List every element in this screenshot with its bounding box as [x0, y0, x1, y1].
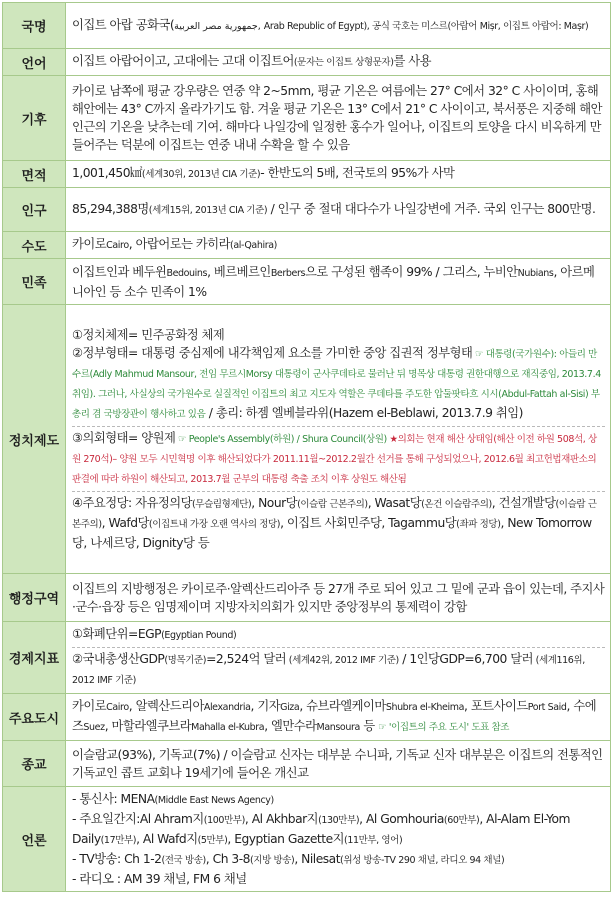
prime-minister: / 총리: 하젬 엘베블라위(Hazem el-Beblawi, 2013.7.9 취임) [205, 406, 523, 420]
daily-1-circ: (100만부) [203, 815, 245, 826]
row-cities [3, 694, 611, 741]
city-6-latin: Suez [83, 722, 105, 733]
area-note: - 한반도의 5배, 전국토의 95%가 사막 [260, 166, 455, 180]
row-header-economy: 경제지표 [3, 622, 66, 694]
ethnicity-value [66, 259, 611, 305]
row-header-ethnicity: 민족 [3, 259, 66, 305]
row-header-media: 언론 [3, 787, 66, 892]
economy-currency [72, 625, 605, 645]
party-t11: , 이집트 사회민주당, Tagammu당 [280, 516, 457, 530]
capital-name: 카이로 [72, 237, 107, 251]
row-population [3, 188, 611, 232]
tv-3-note: (위성 방송-TV 290 채널, 라디오 94 채널) [340, 855, 505, 866]
gdp-rank: (세계42위, 2012 IMF 기준) [286, 655, 399, 666]
capital-latin: Cairo [106, 240, 129, 251]
president-detail: 아들리 만수르(Adly Mahmud Mansour, 전임 무르시Morsy 대통령이 군사쿠데타로 물러난 뒤 명목상 대통령 권한대행으로 재직중임, 2013.7.4 취임). 그러나, 사실상의 국가원수로 실질적인 이집트의 최고 지도자 역할은 쿠데타를 주도한 압둘팟타흐 시시(Abdul-Fattah al-Sisi) 부총리 겸 국방장관이 행사하고 있음 [72, 349, 601, 420]
area-rank: (세계30위, 2013년 CIA 기준) [141, 169, 261, 180]
population-rank: (세계15위, 2013년 CIA 기준) [148, 204, 268, 216]
capital-arabic-label: , 아랍어로는 카히라 [128, 237, 231, 251]
parliament-dissolved-note: ★의회는 현재 해산 상태임(해산 이전 하원 508석, 상원 270석)– 양원 모두 시민혁명 이후 해산되었다가 2011.11월~2012.2월간 선거를 통해 구성되었으나, 2012.6월 최고헌법재판소의 판결에 따라 하원이 해산되고, 2013.7월 군부의 대통령 축출 조치 이후 상원도 해산됨 [72, 434, 597, 485]
ethnicity-t2: Bedouins [166, 267, 208, 279]
row-header-climate: 기후 [3, 76, 66, 161]
gdp-value: =2,524억 달러 [206, 652, 287, 666]
cities-etc: 등 [359, 719, 379, 733]
agency-name: (Middle East News Agency) [154, 795, 274, 806]
row-economy [3, 622, 611, 694]
area-number: 1,001,450㎢ [72, 166, 142, 180]
climate-value: 카이로 남쪽에 평균 강우량은 연중 약 2~5mm, 평균 기온은 여름에는 27° C에서 32° C 사이이며, 홍해 해안에는 43° C까지 올라가기도 함. 겨울 평균 기온은 13° C에서 21° C 사이이고, 북서풍은 지중해 해안 인근의 기온을 낮추는데 기여. 해마다 나일강에 일정한 홍수가 일어나, 이집트의 토양을 다시 비옥하게 만들어주는 덕분에 이집트는 연중 내내 수확을 할 수 있음 [66, 76, 611, 161]
parliament-houses: ☞ People's Assembly(하원) / Shura Council(상원) [175, 434, 390, 445]
media-value [66, 787, 611, 892]
row-language [3, 49, 611, 76]
population-value [66, 188, 611, 232]
party-t1: ④주요정당: 자유정의당 [72, 496, 192, 510]
tv-3: , Nilesat [294, 852, 341, 866]
language-text: 이집트 아랍어이고, 고대에는 고대 이집트어 [72, 54, 294, 68]
daily-3: , Al Gomhouria [359, 812, 444, 826]
city-7: , 마할라엘쿠브라 [104, 719, 192, 733]
politics-divider-1 [72, 426, 605, 427]
daily-6-circ: (11만부, 영어) [344, 835, 403, 846]
politics-parliament [72, 429, 605, 489]
city-6: , 수에즈 [72, 699, 597, 733]
agency-label: - 통신사: MENA [72, 792, 155, 806]
city-5: , 포트사이드 [464, 699, 528, 713]
population-note: / 인구 중 절대 대다수가 나일강변에 거주. 국외 인구는 800만명. [267, 201, 596, 216]
party-t10: (이집트내 가장 오랜 역사의 정당) [148, 519, 281, 530]
language-note: (문자는 이집트 상형문자) [293, 57, 394, 68]
media-dailies [72, 810, 605, 850]
city-4: , 슈브라엘케이마 [299, 699, 386, 713]
currency-name: (Egyptian Pound) [161, 630, 237, 641]
media-agency [72, 790, 605, 810]
city-2: , 알렉산드리아 [128, 699, 204, 713]
city-2-latin: Alexandria [203, 702, 251, 713]
daily-1: - 주요일간지:Al Ahram지 [72, 812, 204, 826]
ethnicity-t3: , 베르베르인 [207, 264, 271, 279]
official-name-detail: , Arab Republic of Egypt), 공식 국호는 미스르(아랍어 Miṣr, 이집트 아랍어: Maṣr) [257, 20, 589, 32]
party-t6: (온건 이슬람주의) [421, 499, 492, 510]
ethnicity-t7: , 아르메니아인 등 소수 민족이 1% [72, 264, 595, 299]
tv-1: - TV방송: Ch 1-2 [72, 852, 162, 866]
official-name-text: 이집트 아랍 공화국( [72, 17, 175, 32]
ethnicity-t4: Berbers [270, 267, 306, 279]
tv-1-note: (전국 방송) [161, 855, 206, 866]
gdp-label: ②국내총생산GDP [72, 652, 165, 666]
city-5-latin: Port Said [527, 702, 567, 713]
cities-value [66, 694, 611, 741]
gdp-per-capita: / 1인당GDP=6,700 달러 [398, 652, 534, 666]
row-media [3, 787, 611, 892]
currency-text: ①화폐단위=EGP [72, 627, 162, 641]
population-number: 85,294,388명 [72, 201, 149, 216]
row-admin [3, 574, 611, 622]
row-religion [3, 741, 611, 787]
daily-5-circ: (5만부) [197, 835, 228, 846]
city-7-latin: Mahalla el-Kubra [191, 722, 265, 733]
gdp-per-capita-rank: (세계116위, 2012 IMF 기준) [72, 655, 585, 686]
row-header-religion: 종교 [3, 741, 66, 787]
row-official-name [3, 3, 611, 49]
party-t4: (이슬람 근본주의) [297, 499, 368, 510]
party-t7: , 건설개발당 [491, 496, 556, 510]
row-header-population: 인구 [3, 188, 66, 232]
party-t3: , Nour당 [251, 496, 298, 510]
ethnicity-t6: Nubians [517, 267, 554, 279]
ethnicity-t5: 으로 구성된 햄족이 99% / 그리스, 누비안 [305, 264, 518, 279]
politics-system: ①정치체제= 민주공화정 체제 [72, 328, 225, 342]
daily-2: , Al Akhbar지 [244, 812, 319, 826]
tv-2: , Ch 3-8 [205, 852, 250, 866]
economy-gdp [72, 650, 605, 690]
party-t12: (좌파 정당) [456, 519, 501, 530]
admin-value: 이집트의 지방행정은 카이로주·알렉산드리아주 등 27개 주로 되어 있고 그 밑에 군과 읍이 있는데, 주지사·군수·읍장 등은 임명제이며 지방자치의회가 있지만 중앙정부의 통제력이 강함 [66, 574, 611, 622]
row-climate [3, 76, 611, 161]
government-form: ②정부형태= 대통령 중심제에 내각책임제 요소를 가미한 중앙 집권적 정부형태 [72, 346, 473, 360]
politics-divider-2 [72, 491, 605, 492]
ethnicity-t1: 이집트인과 베두윈 [72, 264, 167, 279]
media-tv [72, 850, 605, 870]
language-suffix: 를 사용 [393, 54, 432, 68]
row-ethnicity [3, 259, 611, 305]
economy-value [66, 622, 611, 694]
row-header-capital: 수도 [3, 232, 66, 259]
capital-arabic-latin: (al-Qahira) [230, 240, 277, 251]
parliament-form: ③의회형태= 양원제 [72, 431, 176, 445]
party-t2: (무슬림형제단) [192, 499, 252, 510]
row-politics [3, 305, 611, 574]
language-value [66, 49, 611, 76]
media-radio: - 라디오 : AM 39 채널, FM 6 채널 [72, 872, 247, 886]
row-header-area: 면적 [3, 161, 66, 188]
party-t5: , Wasat당 [367, 496, 422, 510]
area-value [66, 161, 611, 188]
economy-divider [72, 647, 605, 648]
city-8-latin: Mansoura [316, 722, 360, 733]
row-header-admin: 행정구역 [3, 574, 66, 622]
official-name-value [66, 3, 611, 49]
party-t13: , New Tomorrow당, 나세르당, Dignity당 등 [72, 516, 592, 550]
city-1-latin: Cairo [106, 702, 129, 713]
city-3-latin: Giza [280, 702, 300, 713]
party-t9: , Wafd당 [101, 516, 149, 530]
daily-2-circ: (130만부) [318, 815, 360, 826]
country-facts-table [2, 2, 611, 892]
politics-parties [72, 494, 605, 552]
party-t8: (이슬람 근본주의) [72, 499, 597, 530]
daily-5: , Al Wafd지 [136, 832, 198, 846]
religion-value: 이슬람교(93%), 기독교(7%) / 이슬람교 신자는 대부분 수니파, 기독교 신자 대부분은 이집트의 전통적인 기독교인 콥트 교회나 19세기에 들어온 개신교 [66, 741, 611, 787]
president-ref: ☞ 대통령(국가원수): [472, 349, 560, 360]
row-area [3, 161, 611, 188]
row-capital [3, 232, 611, 259]
city-1: 카이로 [72, 699, 107, 713]
row-header-official-name: 국명 [3, 3, 66, 49]
tv-2-note: (지방 방송) [250, 855, 295, 866]
row-header-cities: 주요도시 [3, 694, 66, 741]
daily-4-circ: (17만부) [100, 835, 137, 846]
gdp-basis: (명목기준) [164, 655, 207, 666]
daily-3-circ: (60만부) [443, 815, 480, 826]
arabic-name: جمهورية مصر العربية [174, 20, 258, 32]
city-4-latin: Shubra el-Kheima [385, 702, 464, 713]
city-8: , 엘만수라 [264, 719, 317, 733]
row-header-politics: 정치제도 [3, 305, 66, 574]
capital-value [66, 232, 611, 259]
politics-government [72, 344, 605, 424]
daily-6: , Egyptian Gazette지 [227, 832, 345, 846]
row-header-language: 언어 [3, 49, 66, 76]
city-3: , 기자 [250, 699, 281, 713]
daily-4: , Al-Alam El-Yom Daily [72, 812, 570, 846]
cities-chart-ref: ☞ '이집트의 주요 도시' 도표 참조 [378, 722, 510, 733]
politics-value [66, 305, 611, 574]
